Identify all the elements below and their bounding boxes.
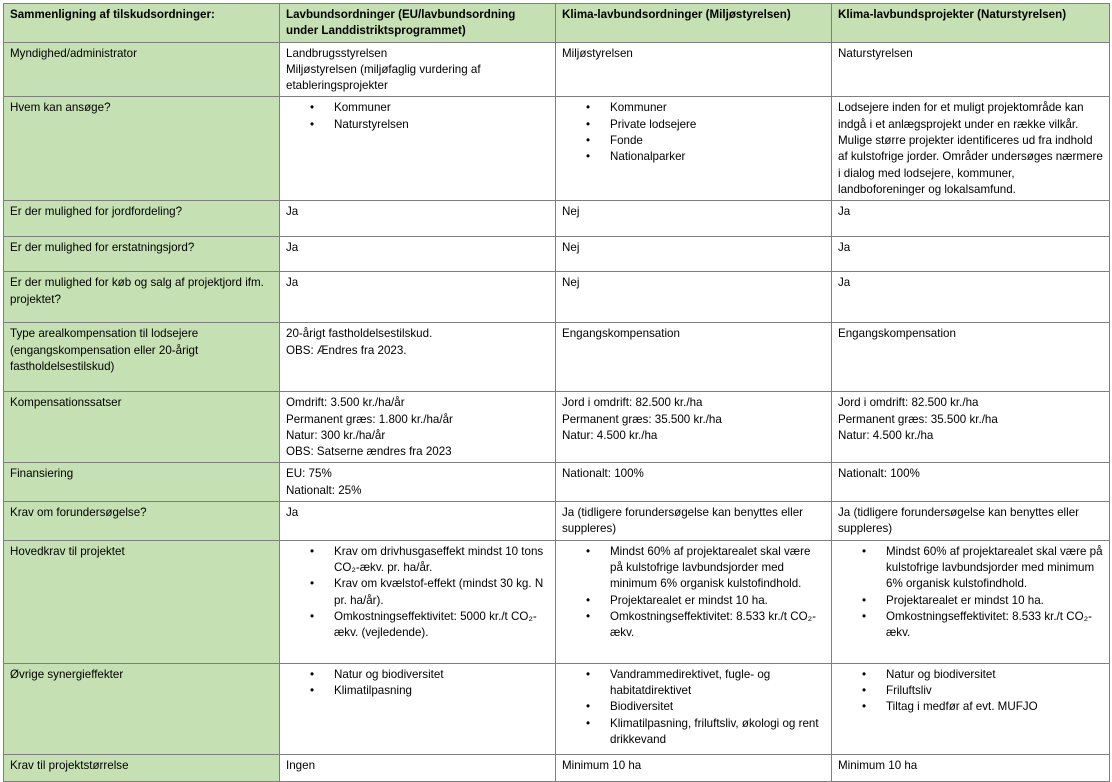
cell-text: Nej <box>562 205 580 219</box>
cell-text: 20-årigt fastholdelsestilskud. <box>286 327 433 341</box>
row-label: Type arealkompensation til lodsejere (engangskompensation eller 20-årigt fastholdelsestilskud) <box>4 323 280 392</box>
cell-text: Ingen <box>286 758 316 772</box>
bullet-item: • Krav om kvælstof-effekt (mindst 30 kg. N pr. ha/år). <box>334 576 549 609</box>
table-cell <box>832 97 1110 201</box>
table-cell <box>556 463 832 502</box>
bullet-list <box>286 544 549 642</box>
table-cell <box>556 97 832 201</box>
table-row <box>4 237 1110 272</box>
cell-text: Naturstyrelsen <box>838 46 913 60</box>
cell-text: Engangskompensation <box>562 327 680 341</box>
cell-text: Minimum 10 ha <box>838 758 918 772</box>
table-cell <box>556 237 832 272</box>
bullet-item: • Fonde <box>610 133 825 149</box>
cell-text: Nationalt: 100% <box>838 467 920 481</box>
header-cell: Lavbundsordninger (EU/lavbundsordning under Landdistriktsprogrammet) <box>280 4 556 43</box>
cell-text: Nationalt: 25% <box>286 483 362 497</box>
row-label: Er der mulighed for erstatningsjord? <box>4 237 280 272</box>
table-cell <box>832 323 1110 392</box>
cell-text: Ja <box>286 241 299 255</box>
row-label: Hovedkrav til projektet <box>4 540 280 663</box>
table-cell <box>832 463 1110 502</box>
table-row <box>4 754 1110 781</box>
table-cell <box>280 42 556 97</box>
row-label: Krav om forundersøgelse? <box>4 502 280 541</box>
row-label: Er der mulighed for jordfordeling? <box>4 201 280 237</box>
bullet-list <box>286 667 549 700</box>
row-label: Hvem kan ansøge? <box>4 97 280 201</box>
cell-text: Miljøstyrelsen <box>562 46 633 60</box>
bullet-item: • Natur og biodiversitet <box>886 667 1103 683</box>
table-row <box>4 392 1110 463</box>
header-cell: Klima-lavbundsprojekter (Naturstyrelsen) <box>832 4 1110 43</box>
bullet-item: • Projektarealet er mindst 10 ha. <box>610 593 825 609</box>
table-cell <box>280 502 556 541</box>
table-cell <box>556 323 832 392</box>
cell-text: OBS: Ændres fra 2023. <box>286 343 407 357</box>
table-row <box>4 463 1110 502</box>
bullet-list <box>562 544 825 642</box>
row-label: Øvrige synergieffekter <box>4 663 280 754</box>
row-label: Kompensationssatser <box>4 392 280 463</box>
bullet-item: • Tiltag i medfør af evt. MUFJO <box>886 699 1103 715</box>
cell-text: Natur: 4.500 kr./ha <box>562 428 658 442</box>
table-cell <box>556 42 832 97</box>
bullet-list <box>562 667 825 748</box>
table-cell <box>832 754 1110 781</box>
table-cell <box>832 540 1110 663</box>
bullet-list <box>562 100 825 165</box>
table-cell <box>832 42 1110 97</box>
header-cell: Klima-lavbundsordninger (Miljøstyrelsen) <box>556 4 832 43</box>
table-cell <box>832 237 1110 272</box>
cell-text: Lodsejere inden for et muligt projektområde kan indgå i et anlægsprojekt under en række vilkår. Mulige større projekter identificeres ud fra indhold af kulstofrige jorder. Områder undersøges nærmere i dialog med lodsejere, kommuner, landboforeninger og lokalsamfund. <box>838 101 1103 196</box>
cell-text: Jord i omdrift: 82.500 kr./ha <box>562 396 703 410</box>
bullet-item: • Natur og biodiversitet <box>334 667 549 683</box>
cell-text: Nej <box>562 276 580 290</box>
table-cell <box>280 540 556 663</box>
table-row <box>4 323 1110 392</box>
bullet-item: • Naturstyrelsen <box>334 117 549 133</box>
table-row <box>4 272 1110 323</box>
cell-text: Omdrift: 3.500 kr./ha/år <box>286 396 405 410</box>
cell-text: Engangskompensation <box>838 327 956 341</box>
cell-text: OBS: Satserne ændres fra 2023 <box>286 445 452 459</box>
table-row <box>4 502 1110 541</box>
table-cell <box>832 392 1110 463</box>
bullet-item: • Kommuner <box>334 100 549 116</box>
cell-text: Permanent græs: 35.500 kr./ha <box>562 412 722 426</box>
table-cell <box>280 201 556 237</box>
table-cell <box>280 392 556 463</box>
bullet-item: • Projektarealet er mindst 10 ha. <box>886 593 1103 609</box>
cell-text: Miljøstyrelsen (miljøfaglig vurdering af etableringsprojekter <box>286 62 481 93</box>
table-cell <box>556 754 832 781</box>
cell-text: Ja (tidligere forundersøgelse kan benyttes eller suppleres) <box>562 506 804 536</box>
row-label: Myndighed/administrator <box>4 42 280 97</box>
cell-text: Landbrugsstyrelsen <box>286 46 388 60</box>
table-cell <box>832 663 1110 754</box>
cell-text: Ja <box>838 276 851 290</box>
table-cell <box>556 502 832 541</box>
cell-text: Natur: 4.500 kr./ha <box>838 428 934 442</box>
table-cell <box>832 201 1110 237</box>
row-label: Krav til projektstørrelse <box>4 754 280 781</box>
table-body <box>4 42 1110 781</box>
cell-text: Nationalt: 100% <box>562 467 644 481</box>
bullet-item: • Klimatilpasning, friluftsliv, økologi og rent drikkevand <box>610 716 825 749</box>
cell-text: Ja <box>286 276 299 290</box>
bullet-item: • Krav om drivhusgaseffekt mindst 10 tons CO₂-ækv. pr. ha/år. <box>334 544 549 577</box>
row-label: Finansiering <box>4 463 280 502</box>
cell-text: Ja <box>286 205 299 219</box>
cell-text: Permanent græs: 35.500 kr./ha <box>838 412 998 426</box>
table-cell <box>556 392 832 463</box>
bullet-item: • Mindst 60% af projektarealet skal være på kulstofrige lavbundsjorder med minimum 6% organisk kulstofindhold. <box>886 544 1103 593</box>
bullet-item: • Nationalparker <box>610 149 825 165</box>
bullet-list <box>286 100 549 133</box>
bullet-item: • Kommuner <box>610 100 825 116</box>
bullet-item: • Friluftsliv <box>886 683 1103 699</box>
comparison-table <box>3 3 1110 782</box>
table-cell <box>832 502 1110 541</box>
cell-text: Nej <box>562 241 580 255</box>
table-row <box>4 663 1110 754</box>
table-cell <box>280 754 556 781</box>
cell-text: Ja (tidligere forundersøgelse kan benyttes eller suppleres) <box>838 506 1080 536</box>
cell-text: Ja <box>838 241 851 255</box>
table-row <box>4 540 1110 663</box>
table-cell <box>556 663 832 754</box>
table-cell <box>280 463 556 502</box>
cell-text: EU: 75% <box>286 467 332 481</box>
table-row <box>4 201 1110 237</box>
table-cell <box>280 663 556 754</box>
cell-text: Ja <box>838 205 851 219</box>
table-cell <box>280 272 556 323</box>
table-cell <box>280 97 556 201</box>
bullet-item: • Biodiversitet <box>610 699 825 715</box>
bullet-item: • Omkostningseffektivitet: 8.533 kr./t CO₂-ækv. <box>610 609 825 642</box>
table-cell <box>556 540 832 663</box>
table-cell <box>832 272 1110 323</box>
table-row <box>4 42 1110 97</box>
bullet-item: • Mindst 60% af projektarealet skal være på kulstofrige lavbundsjorder med minimum 6% organisk kulstofindhold. <box>610 544 825 593</box>
header-cell: Sammenligning af tilskudsordninger: <box>4 4 280 43</box>
table-row <box>4 97 1110 201</box>
table-cell <box>280 323 556 392</box>
table-cell <box>556 201 832 237</box>
cell-text: Natur: 300 kr./ha/år <box>286 428 386 442</box>
table-cell <box>556 272 832 323</box>
bullet-item: • Vandrammedirektivet, fugle- og habitatdirektivet <box>610 667 825 700</box>
cell-text: Ja <box>286 506 299 520</box>
row-label: Er der mulighed for køb og salg af projektjord ifm. projektet? <box>4 272 280 323</box>
bullet-item: • Omkostningseffektivitet: 8.533 kr./t CO₂-ækv. <box>886 609 1103 642</box>
bullet-item: • Klimatilpasning <box>334 683 549 699</box>
cell-text: Minimum 10 ha <box>562 758 642 772</box>
bullet-list <box>838 667 1103 716</box>
cell-text: Permanent græs: 1.800 kr./ha/år <box>286 412 453 426</box>
bullet-item: • Omkostningseffektivitet: 5000 kr./t CO₂-ækv. (vejledende). <box>334 609 549 642</box>
cell-text: Jord i omdrift: 82.500 kr./ha <box>838 396 979 410</box>
table-cell <box>280 237 556 272</box>
header-row <box>4 4 1110 43</box>
bullet-list <box>838 544 1103 642</box>
bullet-item: • Private lodsejere <box>610 117 825 133</box>
